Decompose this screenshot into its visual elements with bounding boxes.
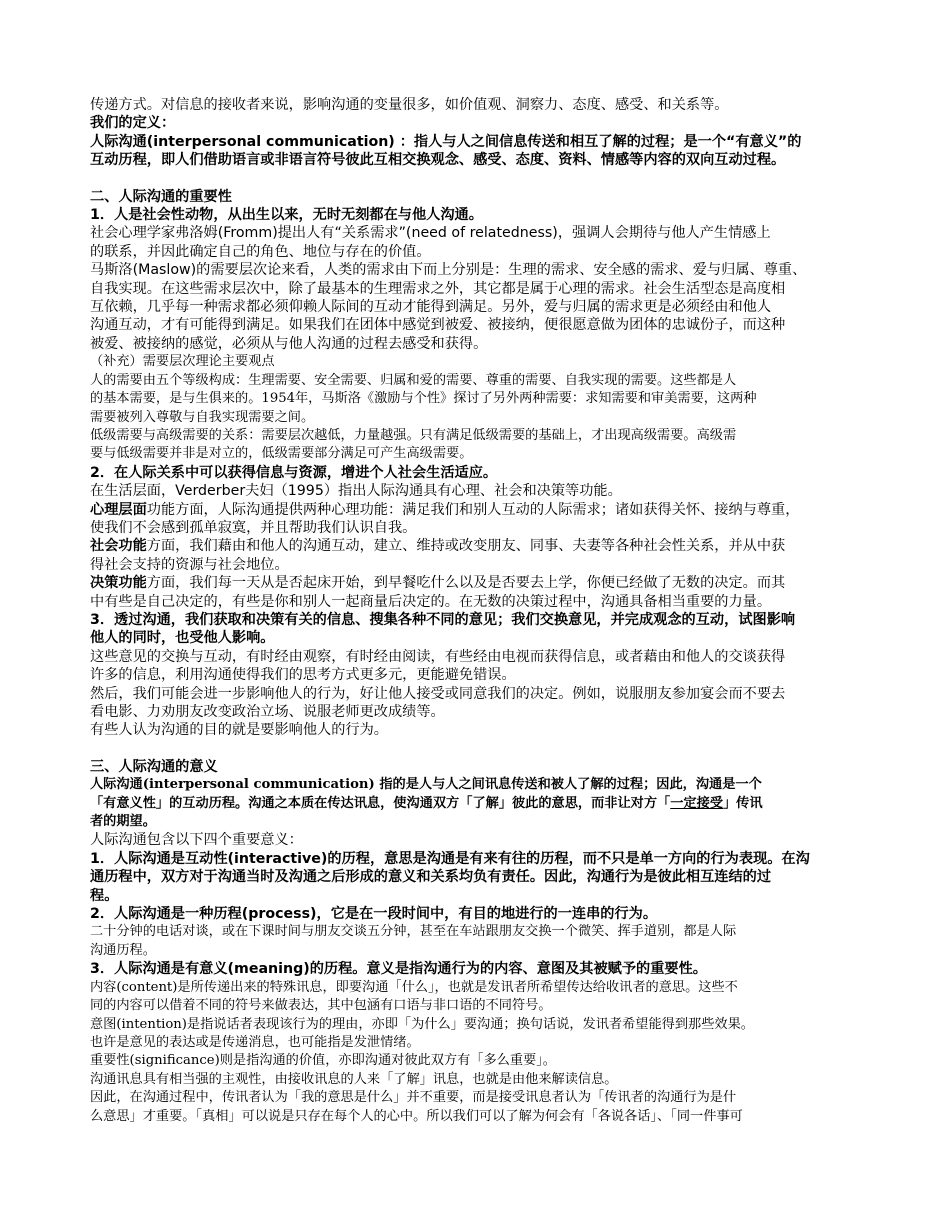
definition-text-a: 「有意义性」的互动历程。沟通之本质在传达讯息，使沟通双方「了解」彼此的意思，而非让对方「 [90,795,671,811]
document-page [90,96,864,1126]
item-1-line: 马斯洛(Maslow)的需要层次论来看，人类的需求由下而上分别是：生理的需求、安全感的需求、爱与归属、尊重、 [90,262,807,279]
item-2-heading: 2．在人际关系中可以获得信息与资源，增进个人社会生活适应。 [90,464,498,481]
definition-heading: 我们的定义： [90,115,176,132]
item-3-line: 看电影、力劝朋友改变政治立场、说服老师更改成绩等。 [90,704,445,720]
spacer [90,170,864,188]
social-function-line-2: 得社会支持的资源与社会地位。 [90,556,289,573]
definition-text-line-1: 人际沟通(interpersonal communication) ：指人与人之间信息传送和相互了解的过程；是一个“有意义”的 [90,133,802,150]
decision-function-text: 方面，我们每一天从是否起床开始，到早餐吃什么以及是否要去上学，你便已经做了无数的决定。而其 [146,575,786,592]
item-1-heading: 1．人是社会性动物，从出生以来，无时无刻都在与他人沟通。 [90,207,483,224]
meaning-3-heading: 3．人际沟通是有意义(meaning)的历程。意义是指沟通行为的内容、意图及其被赋予的重要性。 [90,961,707,978]
meaning-3-line: 重要性(significance)则是指沟通的价值，亦即沟通对彼此双方有「多么重要」。 [90,1053,556,1069]
psych-function-line-1 [90,501,864,519]
meaning-1-line-2: 通历程中，双方对于沟通当时及沟通之后形成的意义和关系均负有责任。因此，沟通行为是彼此相互连结的过 [90,869,772,886]
underlined-phrase: 一定接受 [670,795,723,811]
meaning-2-line-2: 沟通历程。 [90,942,156,958]
meaning-1-line-1: 1．人际沟通是互动性(interactive)的历程，意思是沟通是有来有往的历程，而不只是单一方向的行为表现。在沟 [90,850,810,867]
decision-function-line-2: 中有些是自己决定的，有些是你和别人一起商量后决定的。在无数的决策过程中，沟通具备相当重要的力量。 [90,593,772,610]
item-3-heading-line-2: 他人的同时，也受他人影响。 [90,630,275,647]
psych-function-line-2: 使我们不会感到孤单寂寞，并且帮助我们认识自我。 [90,519,417,536]
social-function-text: 方面，我们藉由和他人的沟通互动，建立、维持或改变朋友、同事、夫妻等各种社会性关系，并从中获 [146,538,786,555]
item-3-line: 然后，我们可能会进一步影响他人的行为，好让他人接受或同意我们的决定。例如，说服朋友参加宴会而不要去 [90,685,786,702]
meaning-3-line: 沟通讯息具有相当强的主观性，由接收讯息的人来「了解」讯息，也就是由他来解读信息。 [90,1071,618,1087]
psych-function-label: 心理层面 [90,501,147,518]
definition-text-b: 」传讯 [723,795,763,811]
meaning-3-line: 么意思」才重要。「真相」可以说是只存在每个人的心中。所以我们可以了解为何会有「各说各话」、「同一件事可 [90,1108,743,1124]
item-1-line: 互依赖，几乎每一种需求都必须仰赖人际间的互动才能得到满足。另外，爱与归属的需求更是必须经由和他人 [90,299,772,316]
decision-function-label: 决策功能 [90,575,147,592]
meaning-3-line: 同的内容可以借着不同的符号来做表达，其中包涵有口语与非口语的不同符号。 [90,998,552,1014]
item-1-line: 的联系，并因此确定自己的角色、地位与存在的价值。 [90,243,431,260]
supplement-line: 的基本需要，是与生俱来的。1954年，马斯洛《激励与个性》探讨了另外两种需要：求知需要和审美需要，这两种 [90,391,757,407]
item-2-intro: 在生活层面，Verderber夫妇（1995）指出人际沟通具有心理、社会和决策等功能。 [90,483,622,500]
social-function-line-1 [90,537,864,555]
section-3-heading: 三、人际沟通的意义 [90,758,218,775]
section-2-heading: 二、人际沟通的重要性 [90,188,232,205]
social-function-label: 社会功能 [90,538,147,555]
section-3-definition-line-2 [90,795,864,813]
spacer [90,740,864,758]
item-1-line: 沟通互动，才有可能得到满足。如果我们在团体中感觉到被爱、被接纳，便很愿意做为团体的忠诚份子，而这种 [90,317,786,334]
section-3-definition-line-3: 者的期望。 [90,814,156,830]
psych-function-text: 功能方面，人际沟通提供两种心理功能：满足我们和别人互动的人际需求；诸如获得关怀、接纳与尊重， [146,501,800,518]
meaning-3-line: 因此，在沟通过程中，传讯者认为「我的意思是什么」并不重要，而是接受讯息者认为「传讯者的沟通行为是什 [90,1090,737,1106]
supplement-line: 需要被列入尊敬与自我实现需要之间。 [90,409,315,425]
meaning-3-line: 意图(intention)是指说话者表现该行为的理由，亦即「为什么」要沟通；换句话说，发讯者希望能得到那些效果。 [90,1016,754,1032]
item-3-line: 这些意见的交换与互动，有时经由观察，有时经由阅读，有些经由电视而获得信息，或者藉由和他人的交谈获得 [90,648,786,665]
four-meanings-intro: 人际沟通包含以下四个重要意义： [90,832,303,849]
meaning-3-line: 内容(content)是所传递出来的特殊讯息，即要沟通「什么」，也就是发讯者所希望传达给收讯者的意思。这些不 [90,979,738,995]
supplement-line: 人的需要由五个等级构成：生理需要、安全需要、归属和爱的需要、尊重的需要、自我实现的需要。这些都是人 [90,372,737,388]
meaning-2-heading: 2．人际沟通是一种历程(process)，它是在一段时间中，有目的地进行的一连串的行为。 [90,906,658,923]
item-1-line: 社会心理学家弗洛姆(Fromm)提出人有“关系需求”(need of relatedness)，强调人会期待与他人产生情感上 [90,225,771,242]
supplement-title: （补充）需要层次理论主要观点 [90,354,275,370]
section-3-definition-line-1: 人际沟通(interpersonal communication) 指的是人与人之间讯息传送和被人了解的过程；因此，沟通是一个 [90,777,762,793]
definition-text-line-2: 互动历程，即人们借助语言或非语言符号彼此互相交换观念、感受、态度、资料、情感等内容的双向互动过程。 [90,152,786,169]
supplement-line: 要与低级需要并非是对立的，低级需要部分满足可产生高级需要。 [90,446,473,462]
meaning-1-line-3: 程。 [90,887,119,904]
item-3-heading-line-1: 3．透过沟通，我们获取和决策有关的信息、搜集各种不同的意见；我们交换意见，并完成观念的互动，试图影响 [90,611,796,628]
decision-function-line-1 [90,574,864,592]
item-3-line: 许多的信息，利用沟通使得我们的思考方式更多元，更能避免错误。 [90,667,516,684]
item-1-line: 自我实现。在这些需求层次中，除了最基本的生理需求之外，其它都是属于心理的需求。社会生活型态是高度相 [90,280,786,297]
item-3-line: 有些人认为沟通的目的就是要影响他人的行为。 [90,722,388,739]
supplement-line: 低级需要与高级需要的关系：需要层次越低，力量越强。只有满足低级需要的基础上，才出现高级需要。高级需 [90,427,737,443]
meaning-3-line: 也许是意见的表达或是传递消息，也可能指是发泄情绪。 [90,1034,420,1050]
intro-line: 传递方式。对信息的接收者来说，影响沟通的变量很多，如价值观、洞察力、态度、感受、和关系等。 [90,97,729,113]
item-1-line: 被爱、被接纳的感觉，必须从与他人沟通的过程去感受和获得。 [90,335,488,352]
meaning-2-line-1: 二十分钟的电话对谈，或在下课时间与朋友交谈五分钟，甚至在车站跟朋友交换一个微笑、挥手道别，都是人际 [90,924,737,940]
